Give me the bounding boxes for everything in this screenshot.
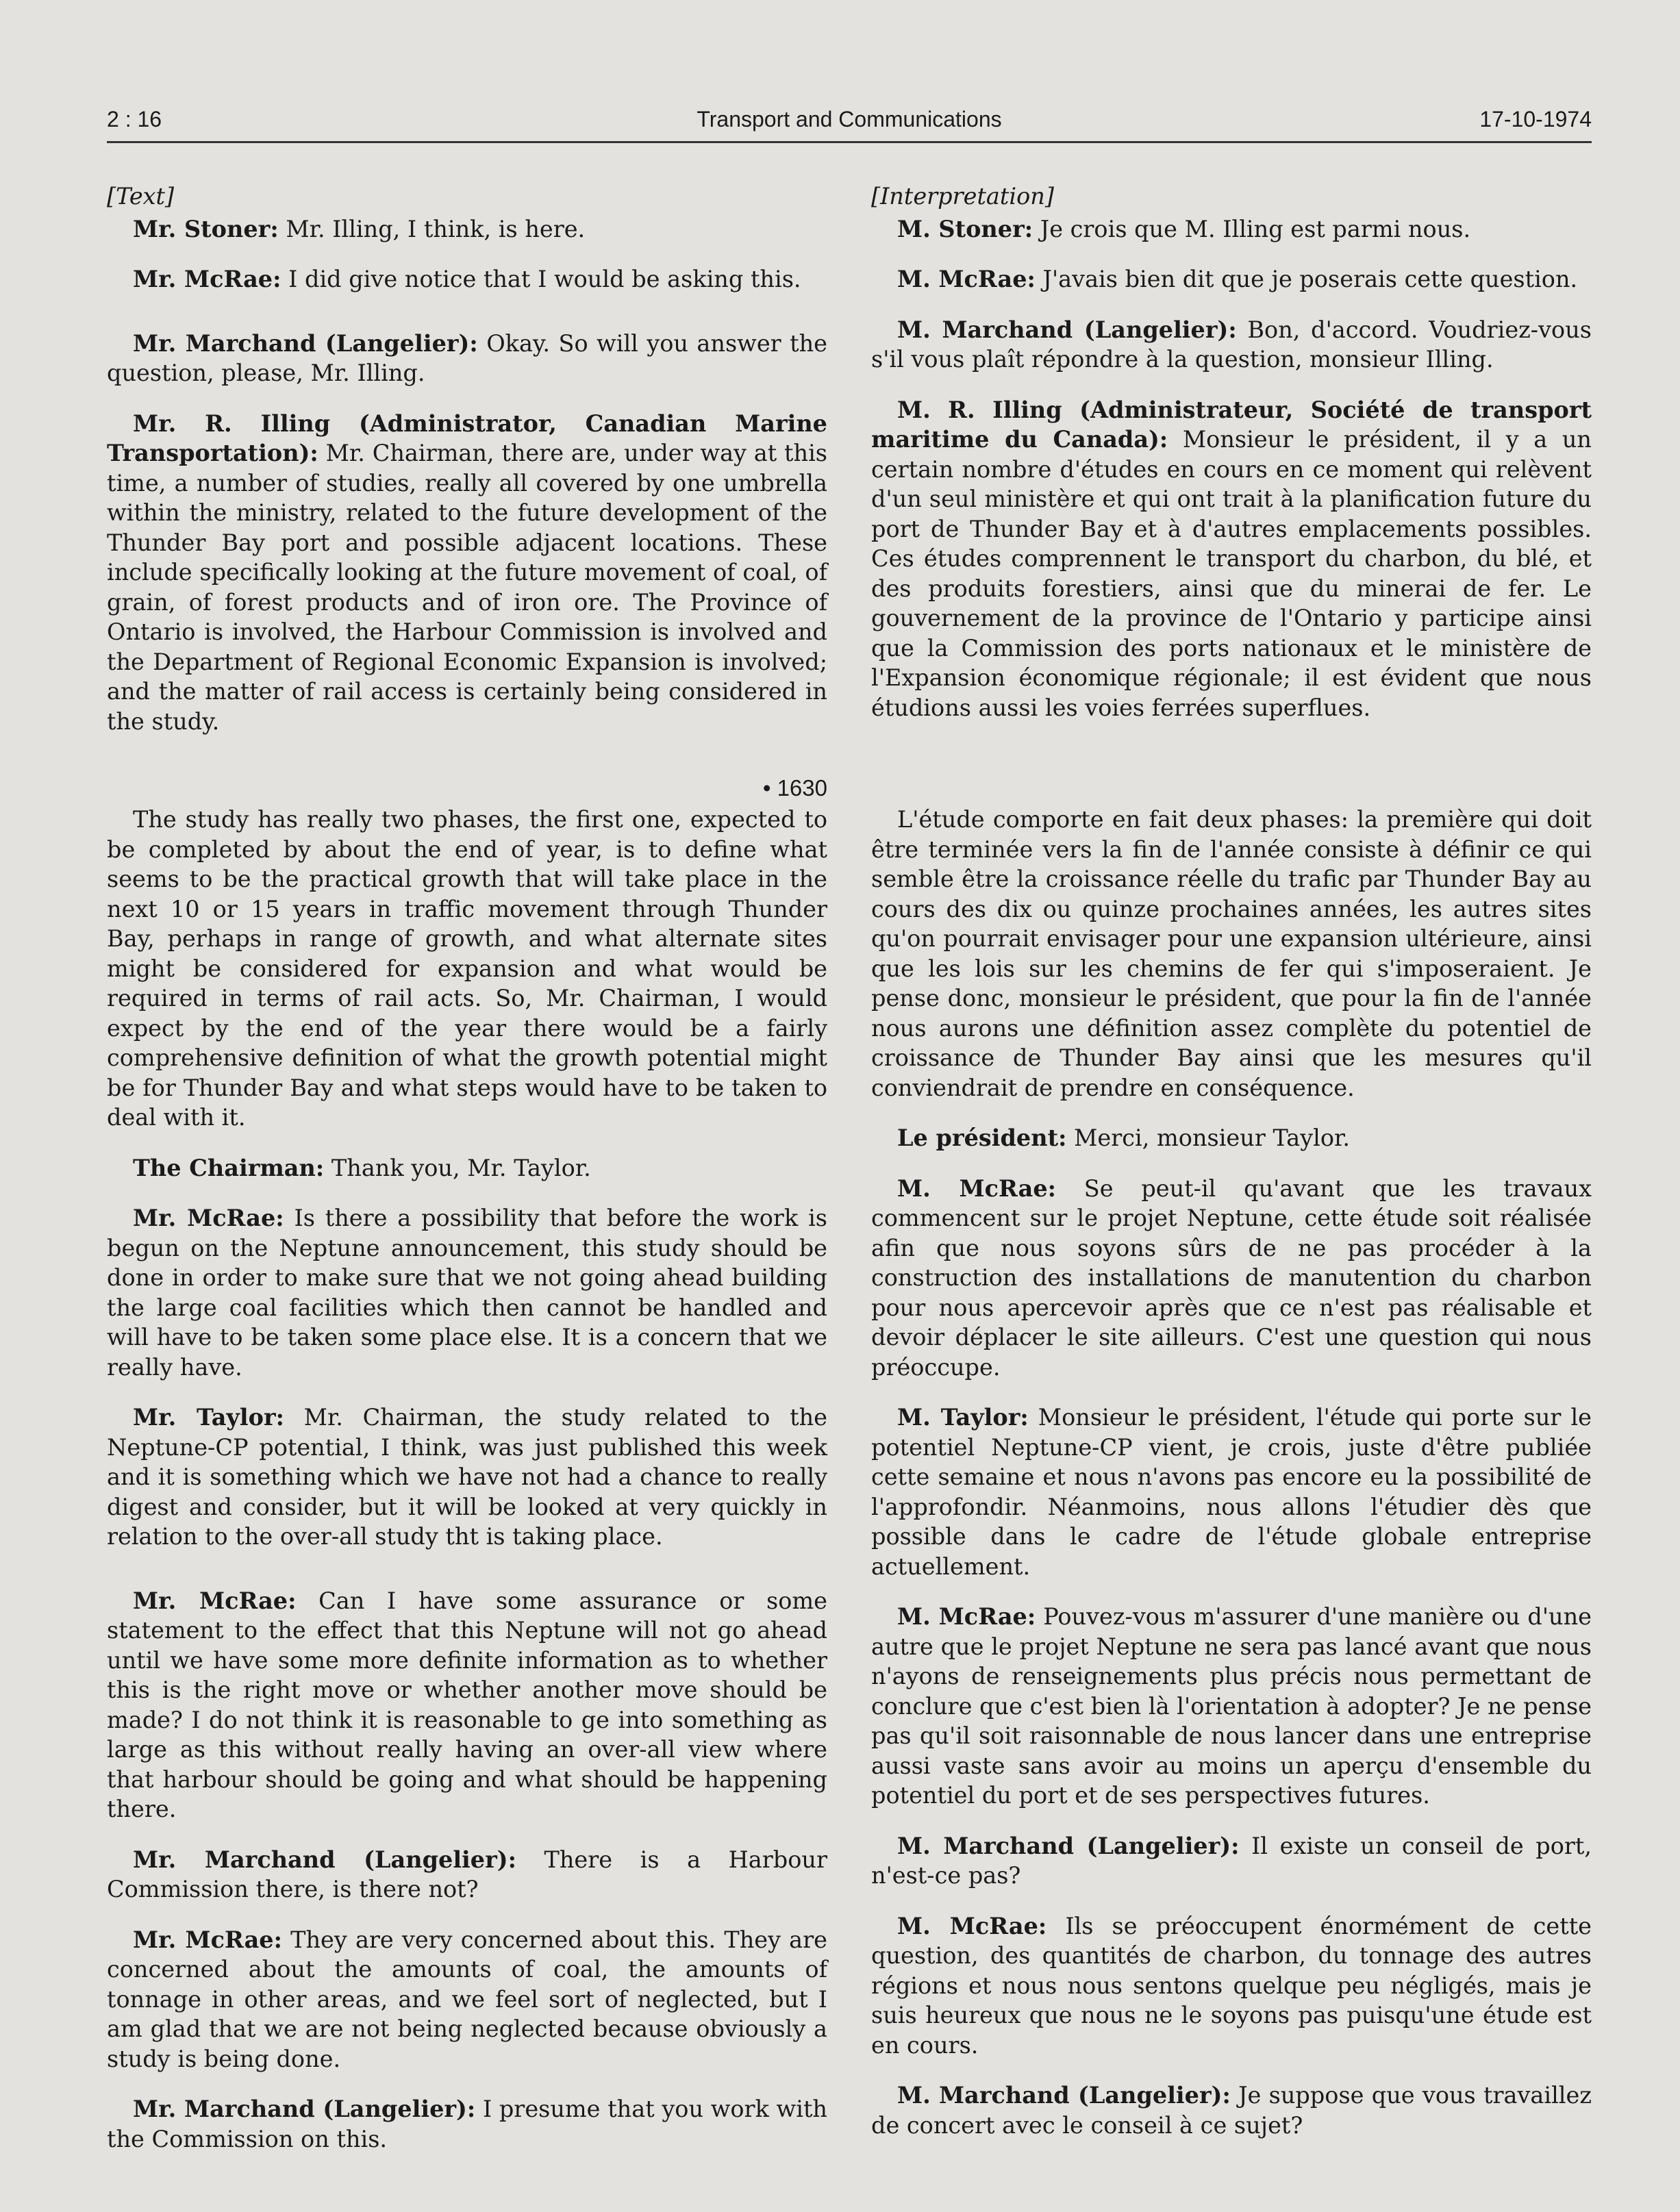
paragraph	[871, 1123, 1592, 1153]
speech: Monsieur le président, il y a un certain nombre d'études en cours en ce moment qui relèvent d'un seul ministère et qui ont trait à la planification future du port de Thunder Bay et à d'autres emplacements possibles. Ces études comprennent le transport du charbon, du blé, et des produits forestiers, ainsi que du minerai de fer. Le gouvernement de la province de l'Ontario y participe ainsi que la Commission des ports nationaux et le ministère de l'Expansion économique régionale; il est évident que nous étudions aussi les voies ferrées superflues.	[871, 426, 1592, 721]
column-tag: [Text]	[107, 183, 175, 210]
speaker: Mr. Taylor:	[133, 1404, 284, 1431]
paragraph	[107, 1586, 827, 1824]
speech: Je suppose que vous travaillez de concert avec le conseil à ce sujet?	[871, 2082, 1592, 2139]
speaker: M. Marchand (Langelier):	[897, 1832, 1240, 1859]
paragraph	[871, 1174, 1592, 1383]
speech: Merci, monsieur Taylor.	[1066, 1124, 1351, 1151]
speech: I presume that you work with the Commission on this.	[107, 2096, 827, 2152]
paragraph	[871, 1403, 1592, 1581]
speech: Can I have some assurance or some statement to the effect that this Neptune will not go ahead until we have some more definite information as to whether this is the right move or whether another move should be made? I do not think it is reasonable to ge into something as large as this without really having an over-all view where that harbour should be going and what should be happening there.	[107, 1587, 827, 1822]
speech: Je crois que M. Illing est parmi nous.	[1033, 215, 1471, 242]
speech: Okay. So will you answer the question, please, Mr. Illing.	[107, 329, 827, 386]
speaker: Mr. McRae:	[133, 1205, 284, 1231]
speech: Pouvez-vous m'assurer d'une manière ou d'une autre que le projet Neptune ne sera pas lancé avant que nous n'ayons de renseignements plus précis nous permettant de conclure que c'est bien là l'orientation à adopter? Je ne pense pas qu'il soit raisonnable de nous lancer dans une entreprise aussi vaste sans avoir au moins un aperçu d'ensemble du potentiel du port et de ses perspectives futures.	[871, 1603, 1592, 1809]
spacer	[871, 743, 1592, 805]
paragraph	[871, 1602, 1592, 1811]
timestamp: • 1630	[762, 775, 827, 801]
speaker: M. Taylor:	[897, 1404, 1029, 1431]
spacer	[107, 1572, 827, 1586]
speaker: Mr. Stoner:	[133, 215, 279, 242]
speaker: M. Marchand (Langelier):	[897, 316, 1237, 343]
speech: L'étude comporte en fait deux phases: la première qui doit être terminée vers la fin de l'année consiste à définir ce qui semble être la croissance réelle du trafic par Thunder Bay au cours des dix ou quinze prochaines années, les autres sites qu'on pourrait envisager pour une expansion ultérieure, ainsi que les lois sur les chemins de fer qui s'imposeraient. Je pense donc, monsieur le président, que pour la fin de l'année nous aurons une définition assez complète du potentiel de croissance de Thunder Bay ainsi que les mesures qu'il conviendrait de prendre en conséquence.	[871, 806, 1592, 1101]
speaker: Mr. McRae:	[133, 1587, 297, 1614]
speech: Mr. Illing, I think, is here.	[278, 215, 586, 242]
speaker: Mr. Marchand (Langelier):	[133, 2096, 476, 2122]
speaker: M. McRae:	[897, 1603, 1036, 1630]
speech: Bon, d'accord. Voudriez-vous s'il vous plaît répondre à la question, monsieur Illing.	[871, 316, 1592, 373]
page-number: 2 : 16	[107, 107, 162, 131]
speaker: M. Marchand (Langelier):	[897, 2082, 1231, 2109]
paragraph	[107, 409, 827, 737]
speaker: Mr. McRae:	[133, 266, 281, 292]
paragraph	[107, 1925, 827, 2074]
speech: Mr. Chairman, there are, under way at this time, a number of studies, really all covered by one umbrella within the ministry, related to the future development of the Thunder Bay port and possible adjacent locations. These include specifically looking at the future movement of coal, of grain, of forest products and of iron ore. The Province of Ontario is involved, the Harbour Commission is involved and the Department of Regional Economic Expansion is involved; and the matter of rail access is certainly being considered in the study.	[107, 440, 827, 735]
paragraph	[871, 1911, 1592, 2061]
speech: There is a Harbour Commission there, is there not?	[107, 1846, 827, 1902]
paragraph	[107, 1153, 827, 1183]
column-tag: [Interpretation]	[871, 183, 1054, 210]
paragraph	[107, 1845, 827, 1905]
paragraph	[871, 395, 1592, 723]
paragraph	[871, 264, 1592, 294]
paragraph	[107, 1203, 827, 1382]
speech: Is there a possibility that before the work is begun on the Neptune announcement, this study should be done in order to make sure that we not going ahead building the large coal facilities which then cannot be handled and will have to be taken some place else. It is a concern that we really have.	[107, 1205, 827, 1381]
paragraph	[871, 2081, 1592, 2140]
speech: I did give notice that I would be asking this.	[281, 266, 801, 292]
speaker: M. Stoner:	[897, 215, 1033, 242]
paragraph	[107, 1403, 827, 1552]
speaker: M. McRae:	[897, 266, 1036, 292]
speech: Ils se préoccupent énormément de cette question, des quantités de charbon, du tonnage des autres régions et nous nous sentons quelque peu négligés, mais je suis heureux que nous ne le soyons pas puisqu'une étude est en cours.	[871, 1912, 1592, 2059]
speaker: Mr. McRae:	[133, 1926, 282, 1953]
paragraph	[107, 805, 827, 1133]
speech: The study has really two phases, the first one, expected to be completed by about the end of year, is to define what seems to be the practical growth that will take place in the next 10 or 15 years in traffic movement through Thunder Bay, perhaps in range of growth, and what alternate sites might be considered for expansion and what would be required in terms of rail acts. So, Mr. Chairman, I would expect by the end of the year there would be a fairly comprehensive definition of what the growth potential might be for Thunder Bay and what steps would have to be taken to deal with it.	[107, 806, 827, 1131]
paragraph	[107, 2094, 827, 2154]
paragraph	[871, 1831, 1592, 1891]
speech: J'avais bien dit que je poserais cette question.	[1035, 266, 1578, 292]
speech: They are very concerned about this. They are concerned about the amounts of coal, the amounts of tonnage in other areas, and we feel sort of neglected, but I am glad that we are not being neglected because obviously a study is being done.	[107, 1926, 827, 2072]
speech: Se peut-il qu'avant que les travaux commencent sur le projet Neptune, cette étude soit réalisée afin que nous soyons sûrs de ne pas procéder à la construction des installations de manutention du charbon pour nous apercevoir après que ce n'est pas réalisable et devoir déplacer le site ailleurs. C'est une question qui nous préoccupe.	[871, 1174, 1592, 1381]
speech: Monsieur le président, l'étude qui porte sur le potentiel Neptune-CP vient, je crois, juste d'être publiée cette semaine et nous n'avons pas encore eu la possibilité de l'approfondir. Néanmoins, nous allons l'étudier dès que possible dans le cadre de l'étude globale entreprise actuellement.	[871, 1404, 1592, 1580]
speaker: Mr. Marchand (Langelier):	[133, 1846, 516, 1873]
speech: Mr. Chairman, the study related to the Neptune-CP potential, I think, was just published this week and it is something which we have not had a chance to really digest and consider, but it will be looked at very quickly in relation to the over-all study tht is taking place.	[107, 1404, 827, 1550]
paragraph	[871, 214, 1592, 244]
speech: Thank you, Mr. Taylor.	[324, 1154, 591, 1181]
speaker: M. McRae:	[897, 1174, 1057, 1202]
speaker: M. McRae:	[897, 1912, 1047, 1939]
paragraph	[107, 214, 827, 244]
speech: Il existe un conseil de port, n'est-ce pas?	[871, 1832, 1592, 1889]
speaker: Le président:	[897, 1124, 1067, 1151]
paragraph	[107, 329, 827, 388]
spacer	[107, 315, 827, 329]
speaker: Mr. R. Illing (Administrator, Canadian Marine Transportation):	[107, 410, 827, 466]
page-header	[107, 103, 1592, 143]
speaker: Mr. Marchand (Langelier):	[133, 329, 478, 357]
speaker: M. R. Illing (Administrateur, Société de transport maritime du Canada):	[871, 396, 1592, 453]
french-column	[871, 181, 1592, 2161]
paragraph	[871, 315, 1592, 375]
paragraph	[871, 805, 1592, 1103]
header-date: 17-10-1974	[1479, 107, 1592, 131]
paragraph	[107, 264, 827, 294]
running-title: Transport and Communications	[697, 107, 1002, 131]
speaker: The Chairman:	[133, 1154, 325, 1181]
english-column	[107, 181, 827, 2174]
